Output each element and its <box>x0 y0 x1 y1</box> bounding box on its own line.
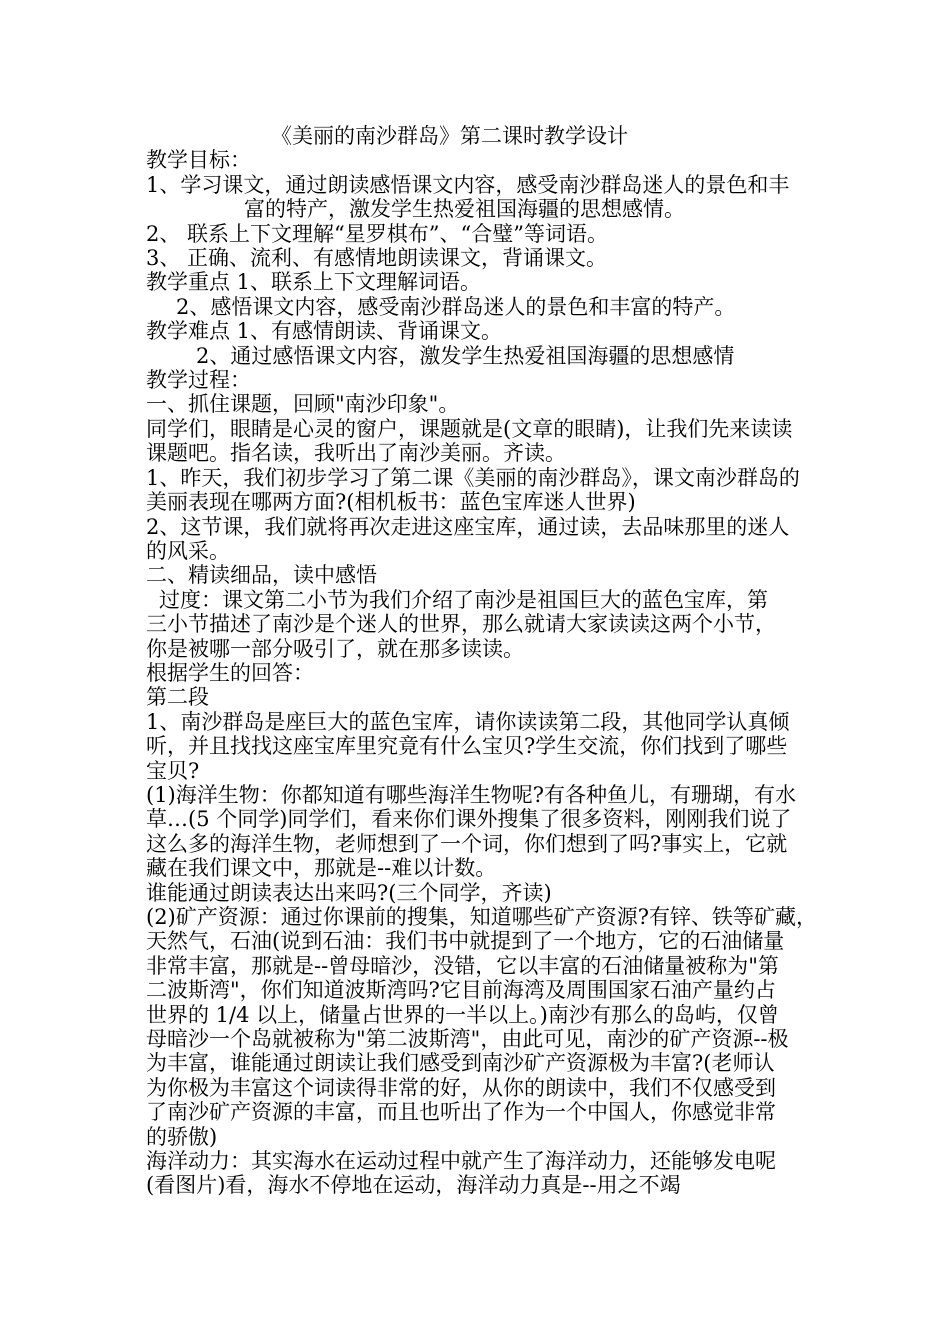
paragraph-line: 三小节描述了南沙是个迷人的世界，那么就请大家读读这两个小节， <box>146 612 776 637</box>
paragraph-line: 谁能通过朗读表达出来吗?(三个同学，齐读) <box>146 880 552 905</box>
document-title: 《美丽的南沙群岛》第二课时教学设计 <box>271 124 628 148</box>
paragraph-line: 同学们，眼睛是心灵的窗户，课题就是(文章的眼睛)，让我们先来读读 <box>146 416 793 441</box>
objective-item: 2、 联系上下文理解“星罗棋布”、“合璧”等词语。 <box>146 221 608 246</box>
paragraph-line: 天然气，石油(说到石油：我们书中就提到了一个地方，它的石油储量 <box>146 929 785 954</box>
paragraph-line: 过度：课文第二小节为我们介绍了南沙是祖国巨大的蓝色宝库，第 <box>159 587 768 612</box>
section-heading: 教学过程： <box>146 368 251 393</box>
paragraph-line: 的骄傲) <box>146 1124 218 1149</box>
paragraph-line: 藏在我们课文中，那就是--难以计数。 <box>146 856 497 881</box>
difficulty-point: 2、通过感悟课文内容，激发学生热爱祖国海疆的思想感情 <box>196 343 735 368</box>
paragraph-line: (1)海洋生物：你都知道有哪些海洋生物呢?有各种鱼儿，有珊瑚，有水 <box>146 782 797 807</box>
document-page <box>146 124 826 1198</box>
section-heading: 教学目标： <box>146 148 251 173</box>
paragraph-line: 的风采。 <box>146 538 230 563</box>
objective-item: 3、 正确、流利、有感情地朗读课文，背诵课文。 <box>146 246 608 271</box>
paragraph-line: 海洋动力：其实海水在运动过程中就产生了海洋动力，还能够发电呢 <box>146 1149 776 1174</box>
paragraph-line: 听，并且找找这座宝库里究竟有什么宝贝?学生交流，你们找到了哪些 <box>146 734 788 759</box>
paragraph-line: 宝贝? <box>146 758 200 783</box>
objective-item: 1、学习课文，通过朗读感悟课文内容，感受南沙群岛迷人的景色和丰 <box>146 172 790 197</box>
paragraph-line: 课题吧。指名读，我听出了南沙美丽。齐读。 <box>146 441 566 466</box>
paragraph-line: 1、昨天，我们初步学习了第二课《美丽的南沙群岛》，课文南沙群岛的 <box>146 465 800 490</box>
paragraph-line: 非常丰富，那就是--曾母暗沙，没错，它以丰富的石油储量被称为"第 <box>146 953 779 978</box>
paragraph-line: 了南沙矿产资源的丰富，而且也听出了作为一个中国人，你感觉非常 <box>146 1100 776 1125</box>
paragraph-line: 1、南沙群岛是座巨大的蓝色宝库，请你读读第二段，其他同学认真倾 <box>146 709 790 734</box>
paragraph-line: 2、这节课，我们就将再次走进这座宝库，通过读，去品味那里的迷人 <box>146 514 790 539</box>
paragraph-line: 草…(5 个同学)同学们，看来你们课外搜集了很多资料，刚刚我们说了 <box>146 807 792 832</box>
paragraph-line: 这么多的海洋生物，老师想到了一个词，你们想到了吗?事实上，它就 <box>146 831 788 856</box>
paragraph-line: 世界的 1/4 以上，储量占世界的一半以上。)南沙有那么的岛屿，仅曾 <box>146 1002 779 1027</box>
paragraph-line: (看图片)看，海水不停地在运动，海洋动力真是--用之不竭 <box>146 1173 681 1198</box>
key-point: 2、感悟课文内容，感受南沙群岛迷人的景色和丰富的特产。 <box>176 294 736 319</box>
paragraph-line: (2)矿产资源：通过你课前的搜集，知道哪些矿产资源?有锌、铁等矿藏， <box>146 905 818 929</box>
objective-item-continued: 富的特产，激发学生热爱祖国海疆的思想感情。 <box>244 197 685 222</box>
difficulty-point: 教学难点 1、有感情朗读、背诵课文。 <box>146 319 503 344</box>
step-heading: 二、精读细品，读中感悟 <box>146 563 377 588</box>
paragraph-line: 二波斯湾"，你们知道波斯湾吗?它目前海湾及周围国家石油产量约占 <box>146 978 776 1003</box>
paragraph-line: 为丰富，谁能通过朗读让我们感受到南沙矿产资源极为丰富?(老师认 <box>146 1051 775 1076</box>
paragraph-line: 美丽表现在哪两方面?(相机板书：蓝色宝库迷人世界) <box>146 490 636 515</box>
paragraph-line: 根据学生的回答： <box>146 660 314 685</box>
paragraph-line: 母暗沙一个岛就被称为"第二波斯湾"，由此可见，南沙的矿产资源--极 <box>146 1027 789 1052</box>
key-point: 教学重点 1、联系上下文理解词语。 <box>146 270 482 295</box>
paragraph-line: 为你极为丰富这个词读得非常的好，从你的朗读中，我们不仅感受到 <box>146 1075 776 1100</box>
step-heading: 一、抓住课题，回顾"南沙印象"。 <box>146 392 460 417</box>
subsection-heading: 第二段 <box>146 685 209 710</box>
paragraph-line: 你是被哪一部分吸引了，就在那多读读。 <box>146 636 524 661</box>
